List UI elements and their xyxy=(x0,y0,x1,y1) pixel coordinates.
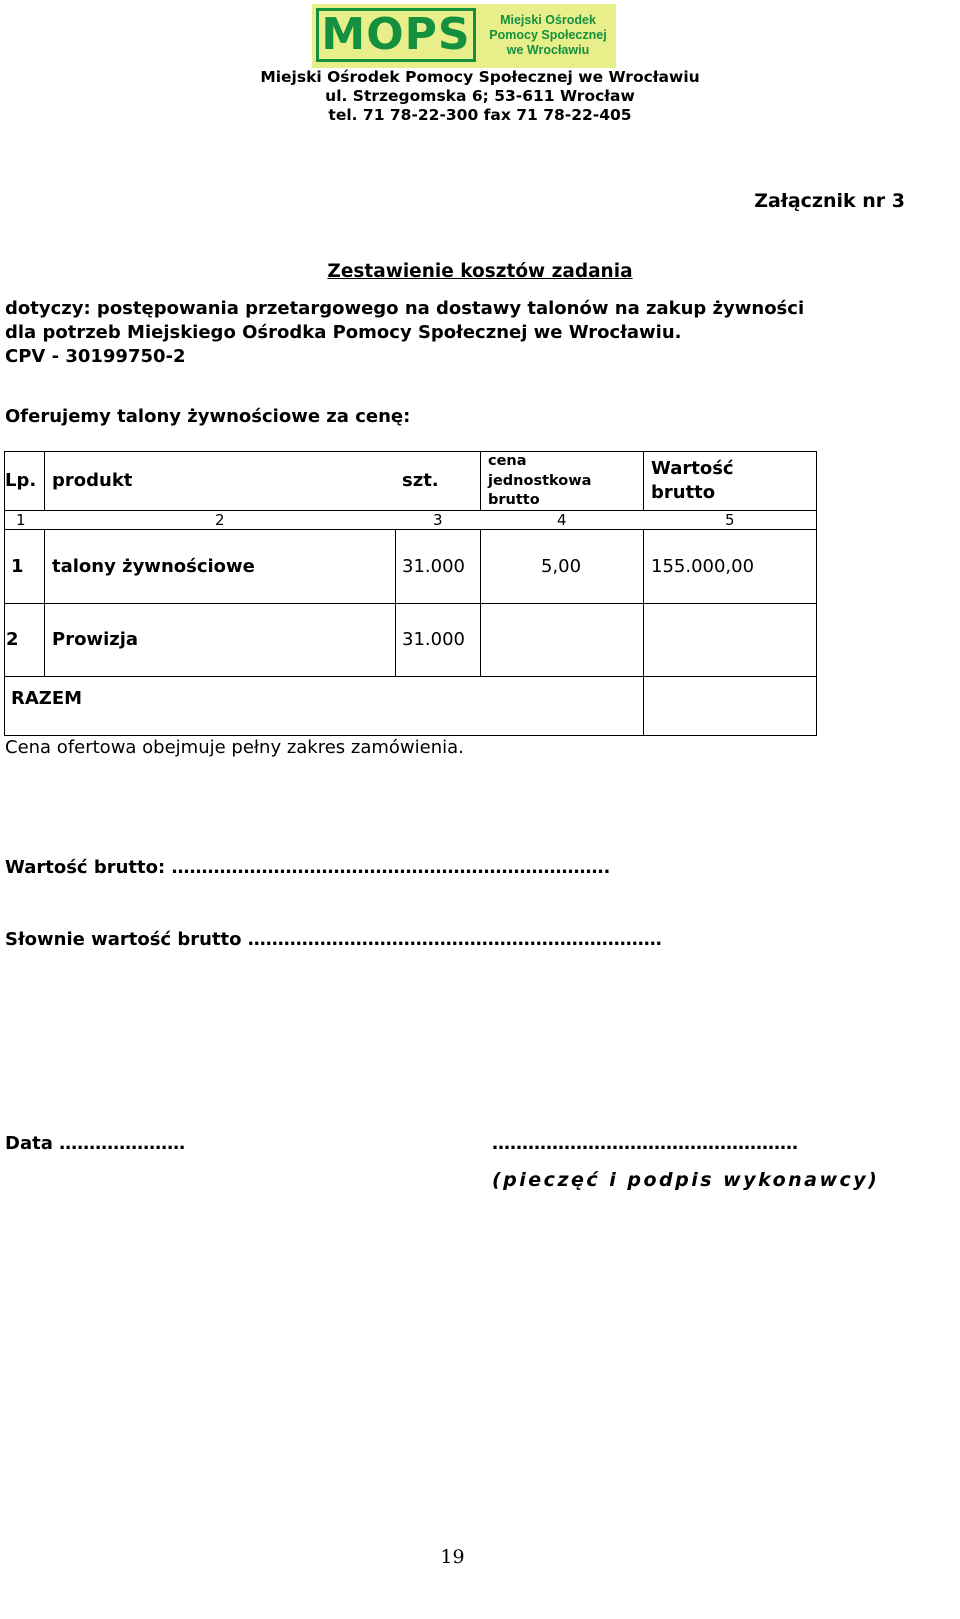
cpv-code: CPV - 30199750-2 xyxy=(5,346,186,367)
mops-logo xyxy=(312,4,616,68)
offer-intro: Oferujemy talony żywnościowe za cenę: xyxy=(5,406,411,427)
total-label: RAZEM xyxy=(11,688,83,709)
header-unit-price-line-2: jednostkowa xyxy=(488,473,592,489)
table-border-left xyxy=(4,451,5,736)
col-divider-lp-body xyxy=(44,529,45,676)
logo-org-line-3: we Wrocławiu xyxy=(506,43,590,57)
col-divider-product-body xyxy=(395,529,396,676)
total-value-field: Wartość brutto: ………………………………………………………………. xyxy=(5,857,611,878)
logo-mark-box xyxy=(316,8,476,62)
row1-lp: 1 xyxy=(11,556,24,577)
logo-mark-inner xyxy=(319,11,473,59)
row2-product: Prowizja xyxy=(52,629,139,650)
page-number: 19 xyxy=(440,1546,465,1568)
logo-organization-name xyxy=(484,13,612,58)
description-line-2: dla potrzeb Miejskiego Ośrodka Pomocy Społecznej we Wrocławiu. xyxy=(5,322,682,343)
row2-lp: 2 xyxy=(6,629,19,650)
table-border-top xyxy=(4,451,817,452)
document-title: Zestawienie kosztów zadania xyxy=(327,261,633,282)
description-line-1: dotyczy: postępowania przetargowego na dostawy talonów na zakup żywności xyxy=(5,298,805,319)
table-border-right xyxy=(816,451,817,736)
index-col-1: 1 xyxy=(16,511,26,529)
header-phone: tel. 71 78-22-300 fax 71 78-22-405 xyxy=(328,106,632,124)
row1-unit-price: 5,00 xyxy=(541,556,582,577)
col-divider-qty-header xyxy=(480,451,481,510)
table-border-row2-bottom xyxy=(4,676,817,677)
table-border-row1-bottom xyxy=(4,603,817,604)
header-unit-price-line-3: brutto xyxy=(488,492,540,508)
signature-label: (pieczęć i podpis wykonawcy) xyxy=(492,1169,880,1191)
header-lp: Lp. xyxy=(5,470,37,491)
logo-org-line-1: Miejski Ośrodek xyxy=(500,13,596,27)
signature-field: …………………………………………… xyxy=(492,1133,798,1154)
scope-note: Cena ofertowa obejmuje pełny zakres zamówienia. xyxy=(5,737,464,758)
index-col-3: 3 xyxy=(433,511,443,529)
table-border-bottom xyxy=(4,735,817,736)
table-border-index-bottom xyxy=(4,529,817,530)
header-organization-name: Miejski Ośrodek Pomocy Społecznej we Wrocławiu xyxy=(260,68,700,86)
index-col-4: 4 xyxy=(557,511,567,529)
row1-quantity: 31.000 xyxy=(402,556,465,577)
col-divider-qty-body xyxy=(480,529,481,676)
header-unit-price-line-1: cena xyxy=(488,453,527,469)
header-value-line-1: Wartość xyxy=(651,458,734,479)
index-col-2: 2 xyxy=(215,511,225,529)
header-address: ul. Strzegomska 6; 53-611 Wrocław xyxy=(325,87,635,105)
col-divider-lp-header xyxy=(44,451,45,510)
date-field: Data ………………… xyxy=(5,1133,186,1154)
col-divider-price-body xyxy=(643,529,644,736)
row1-value: 155.000,00 xyxy=(651,556,755,577)
logo-mark-text: MOPS xyxy=(321,11,471,59)
row2-quantity: 31.000 xyxy=(402,629,465,650)
index-col-5: 5 xyxy=(725,511,735,529)
col-divider-price-header xyxy=(643,451,644,510)
row1-product: talony żywnościowe xyxy=(52,556,255,577)
header-product: produkt xyxy=(52,470,133,491)
logo-org-line-2: Pomocy Społecznej xyxy=(489,28,607,42)
table-border-header-bottom xyxy=(4,510,817,511)
header-quantity: szt. xyxy=(402,470,439,491)
attachment-number: Załącznik nr 3 xyxy=(754,190,905,212)
total-in-words-field: Słownie wartość brutto …………………………………………………………… xyxy=(5,929,662,950)
header-value-line-2: brutto xyxy=(651,482,716,503)
